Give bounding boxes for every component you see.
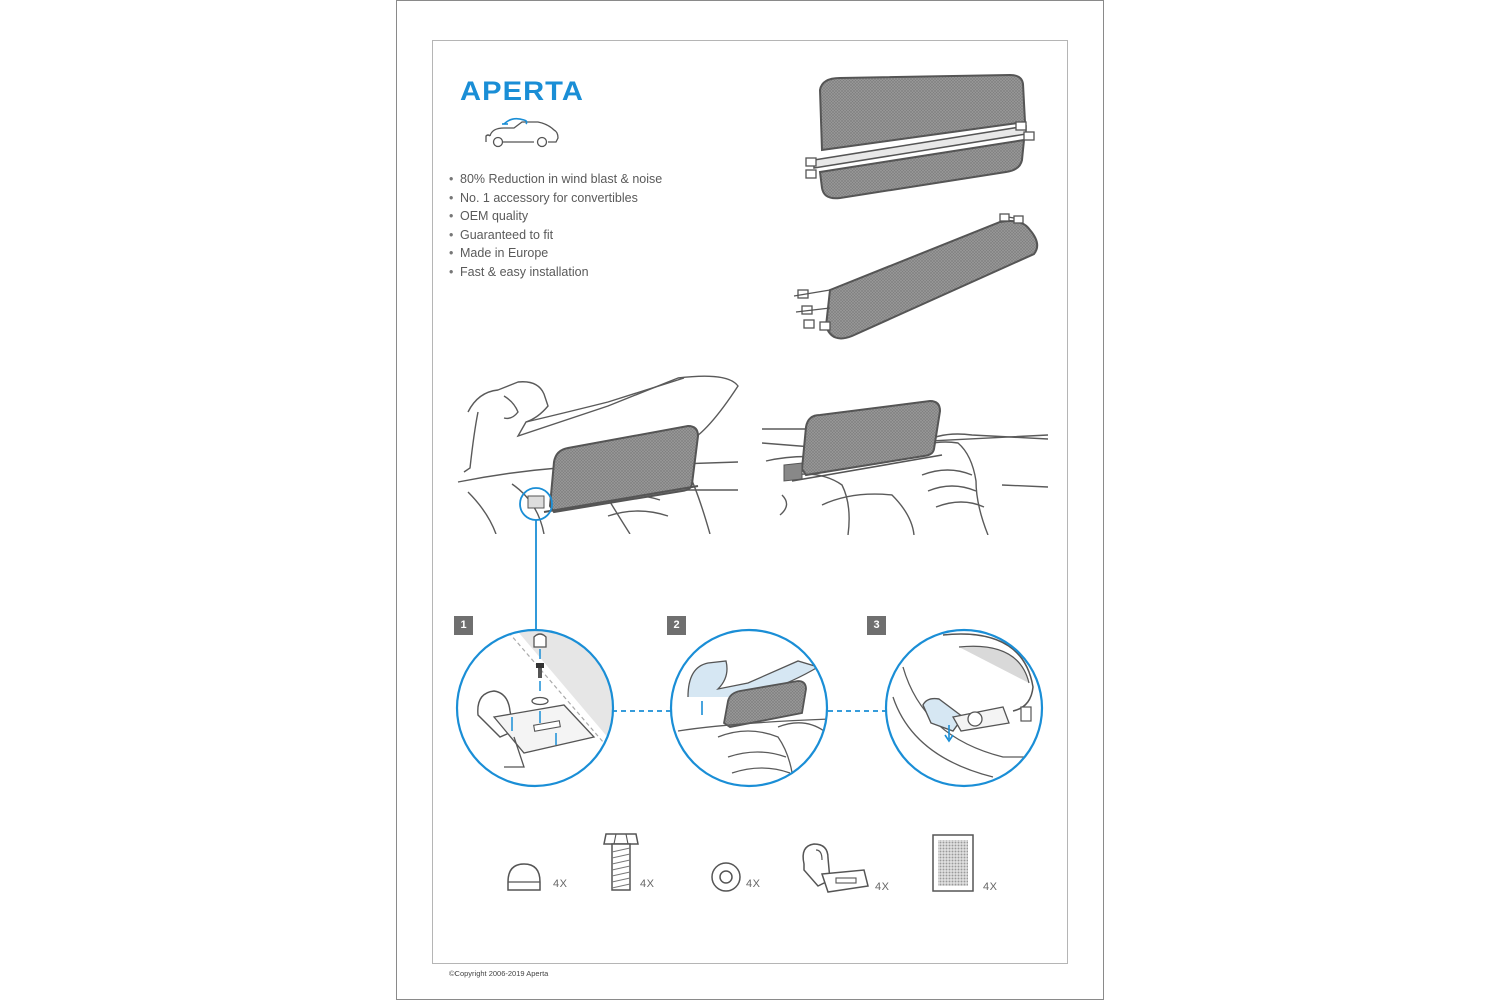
step-connector-2-3	[828, 708, 886, 714]
detail-leader-line	[530, 520, 542, 632]
step-3-fastening-detail	[883, 627, 1045, 789]
cap-quantity: 4X	[553, 878, 568, 890]
cap-icon	[504, 860, 546, 894]
bolt-icon	[600, 828, 642, 894]
wind-deflector-front-view-illustration	[800, 70, 1035, 205]
sticker-quantity: 4X	[983, 881, 998, 893]
feature-item: • OEM quality	[449, 209, 529, 224]
feature-item: • No. 1 accessory for convertibles	[449, 190, 638, 205]
washer-quantity: 4X	[746, 878, 761, 890]
wind-deflector-folded-view-illustration	[790, 210, 1050, 345]
step-connector-1-2	[612, 708, 672, 714]
feature-item: • Made in Europe	[449, 246, 549, 261]
clamp-quantity: 4X	[875, 881, 890, 893]
bolt-quantity: 4X	[640, 878, 655, 890]
step-3-badge: 3	[867, 616, 886, 635]
feature-item: • Fast & easy installation	[449, 264, 589, 279]
step-2-badge: 2	[667, 616, 686, 635]
feature-item: • Guaranteed to fit	[449, 227, 554, 242]
washer-icon	[708, 860, 744, 894]
brand-name: APERTA	[460, 76, 584, 106]
sticker-sheet-icon	[930, 832, 976, 894]
convertible-car-icon	[482, 112, 562, 150]
feature-list	[449, 170, 662, 282]
copyright-notice: ©Copyright 2006-2019 Aperta	[449, 969, 549, 978]
aperta-logo	[458, 70, 588, 110]
car-roof-open-installation-illustration	[448, 372, 743, 534]
step-1-mounting-detail	[454, 627, 616, 789]
step-1-badge: 1	[454, 616, 473, 635]
step-2-placement-detail	[668, 627, 830, 789]
car-windscreen-installed-illustration	[762, 395, 1050, 535]
feature-item: • 80% Reduction in wind blast & noise	[449, 172, 663, 186]
clamp-icon	[798, 840, 872, 896]
